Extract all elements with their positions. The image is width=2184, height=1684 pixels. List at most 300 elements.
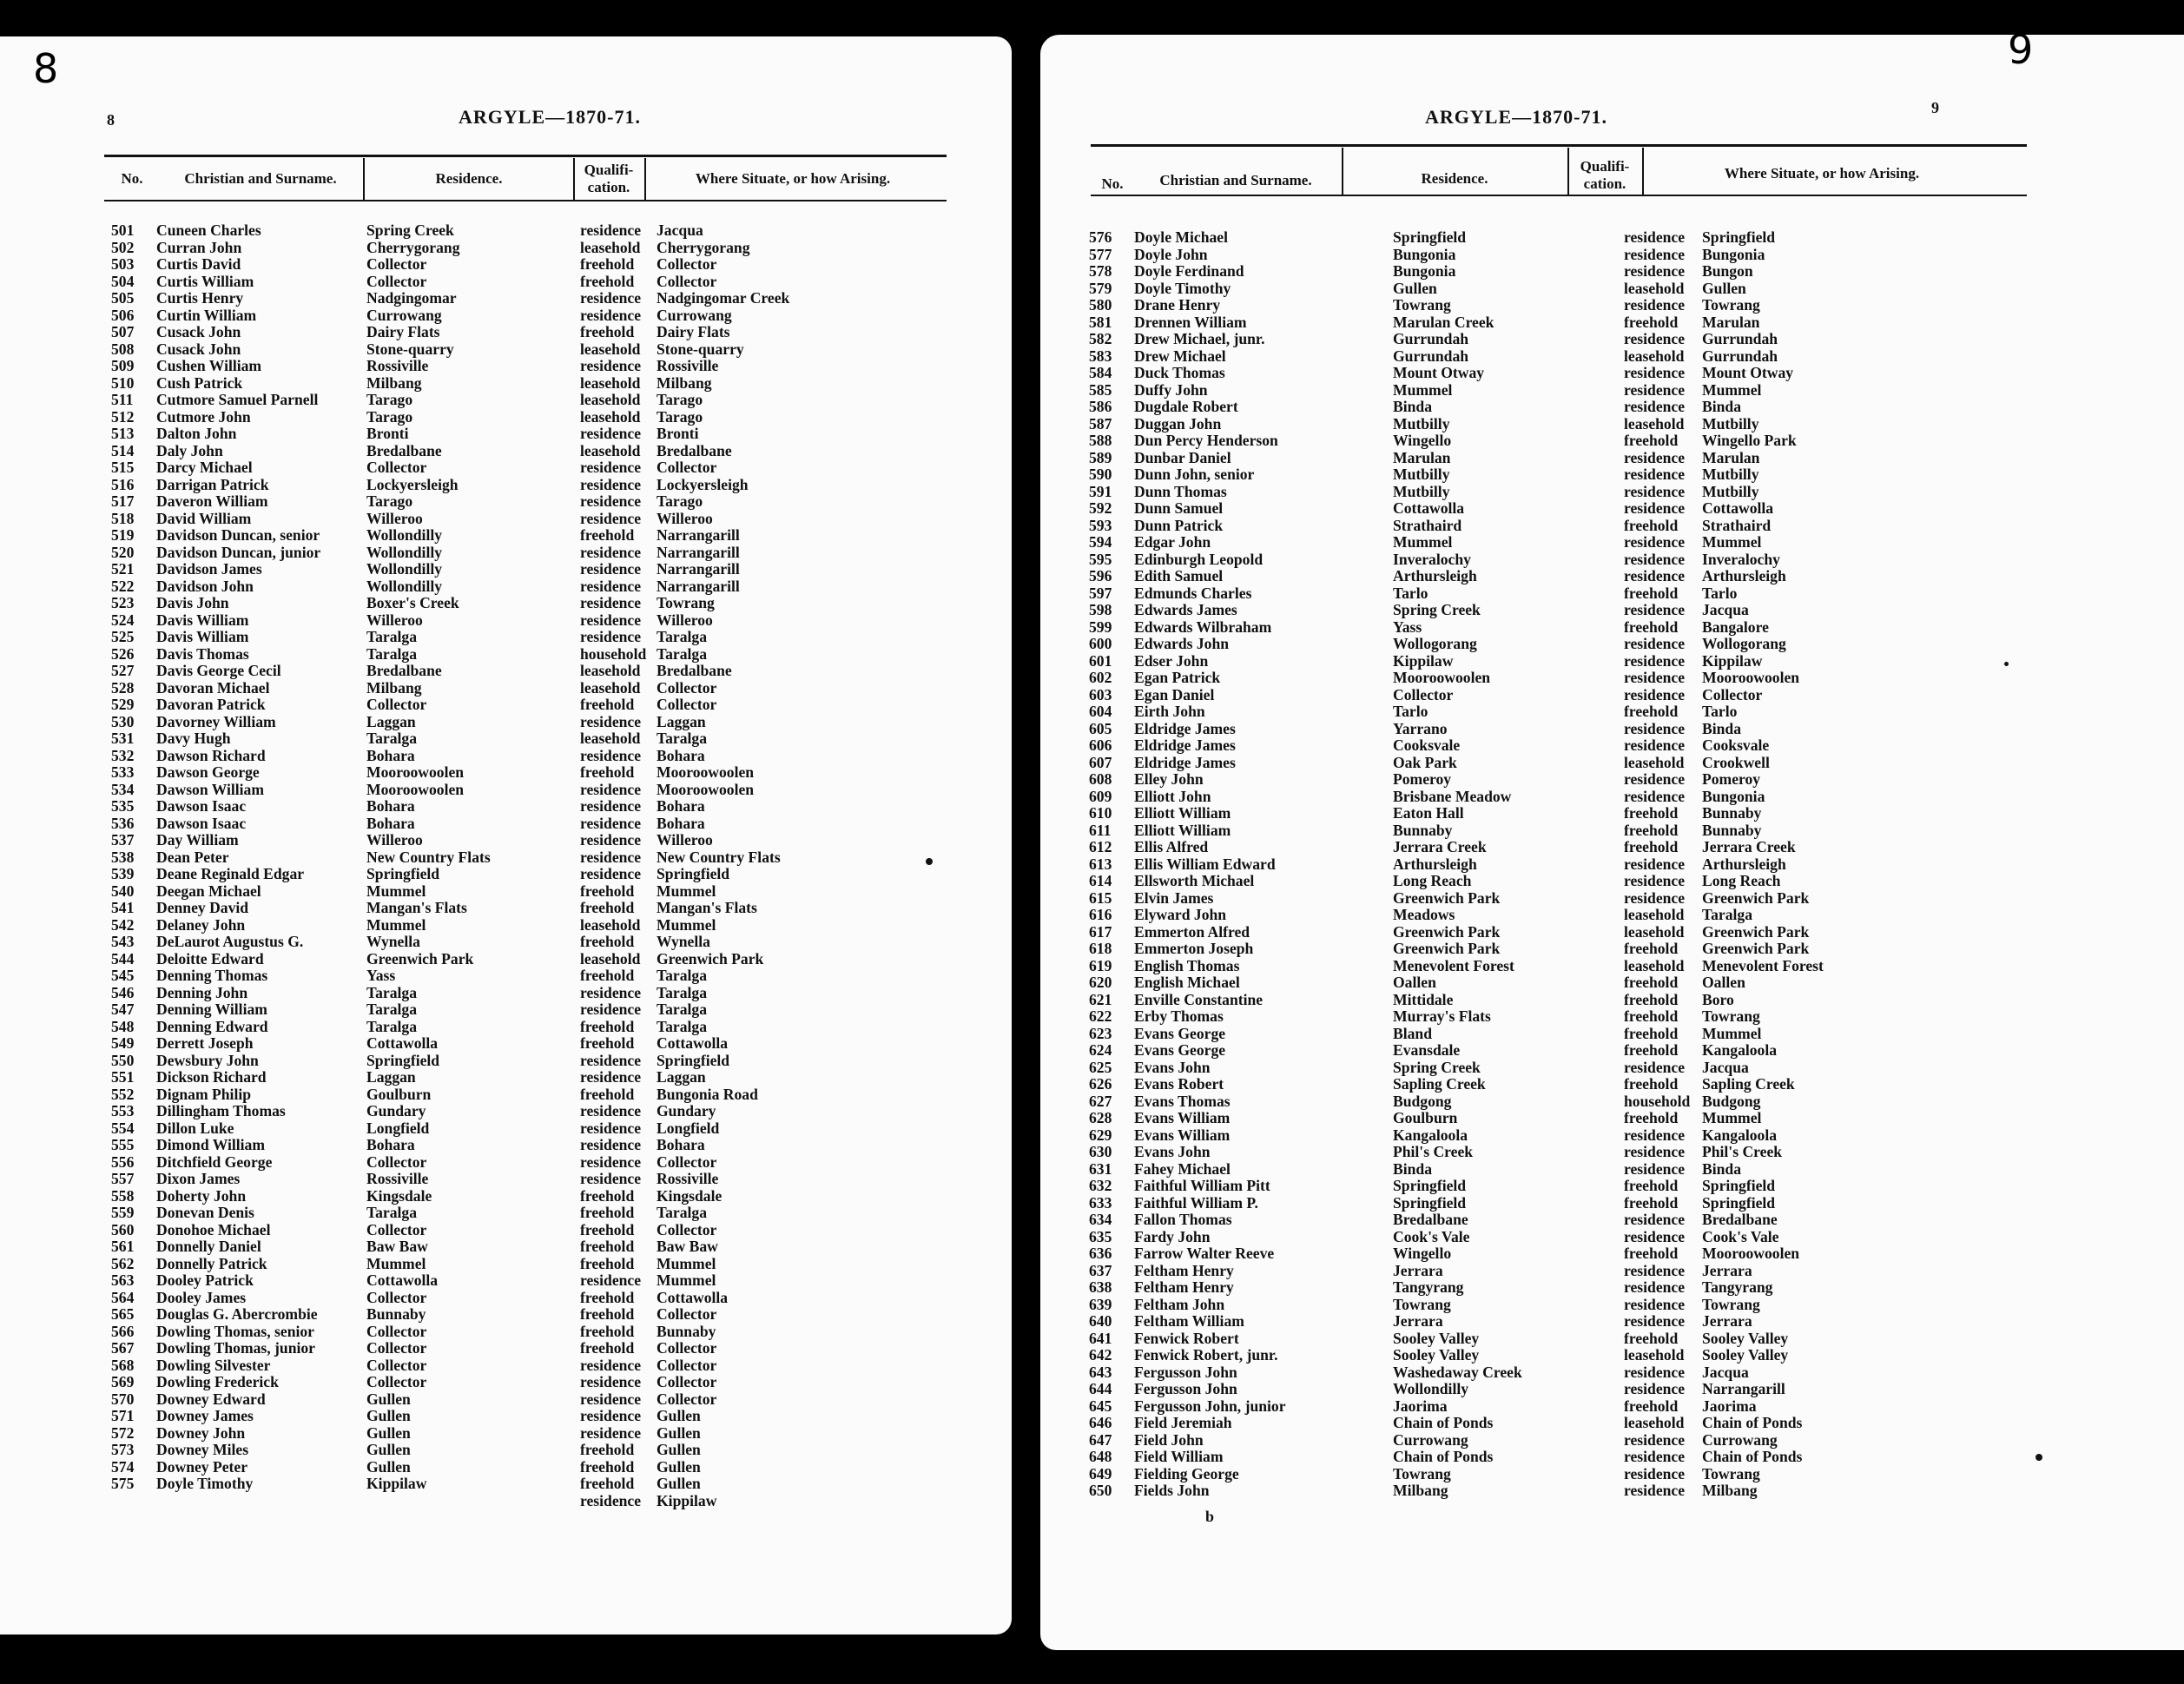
entry-number: 577: [1089, 245, 1112, 263]
table-row: [1089, 348, 2027, 366]
entry-residence: Springfield: [1393, 228, 1467, 246]
table-row: [1089, 1245, 2027, 1263]
table-row: [111, 883, 945, 901]
entry-qualification: leasehold: [580, 238, 641, 256]
entry-number: 514: [111, 441, 135, 459]
entry-residence: Phil's Creek: [1393, 1143, 1474, 1160]
entry-residence: Cooksvale: [1393, 736, 1461, 754]
entry-number: 519: [111, 526, 135, 544]
entry-residence: Kippilaw: [1393, 651, 1454, 670]
entry-number: 517: [111, 492, 135, 510]
entry-qualification: residence: [580, 1170, 642, 1187]
entry-where: Menevolent Forest: [1702, 956, 1824, 974]
table-row: [1089, 484, 2027, 501]
table-row: [1089, 636, 2027, 653]
entry-number: 569: [111, 1373, 135, 1390]
entry-name: Faithful William Pitt: [1134, 1177, 1270, 1194]
entry-name: Doherty John: [156, 1186, 247, 1205]
entry-residence: Currowang: [1393, 1430, 1468, 1449]
table-row: [1089, 687, 2027, 704]
entry-where: Taralga: [657, 730, 708, 747]
entry-name: Field John: [1134, 1430, 1204, 1449]
table-row: [1089, 737, 2027, 755]
table-row: [111, 1171, 945, 1188]
entry-residence: Greenwich Park: [1393, 940, 1501, 957]
table-row: [1089, 992, 2027, 1009]
entry-where: Tarago: [657, 391, 703, 408]
entry-number: 503: [111, 255, 135, 273]
entry-name: Dowling Thomas, junior: [156, 1339, 315, 1357]
top-rule: [104, 155, 947, 157]
entry-number: 589: [1089, 448, 1112, 466]
table-row: [1089, 229, 2027, 247]
entry-number: 637: [1089, 1261, 1112, 1279]
entry-where: Mummel: [657, 882, 716, 900]
entry-qualification: leasehold: [580, 407, 641, 426]
entry-number: 579: [1089, 279, 1112, 297]
entry-where: Narrangarill: [657, 526, 740, 544]
entry-name: Dooley Patrick: [156, 1271, 254, 1289]
entry-name: Eldridge James: [1134, 719, 1236, 737]
entry-where: Inveralochy: [1702, 550, 1780, 568]
entry-name: Feltham Henry: [1134, 1278, 1234, 1296]
entry-number: 607: [1089, 753, 1112, 771]
entry-residence: Eaton Hall: [1393, 804, 1464, 822]
entry-number: 515: [111, 459, 135, 476]
entry-name: Emmerton Alfred: [1134, 922, 1250, 941]
entry-residence: Collector: [366, 459, 427, 476]
entry-where: Taralga: [657, 1204, 708, 1221]
entry-residence: Mangan's Flats: [366, 899, 467, 916]
entry-number: 592: [1089, 499, 1112, 517]
entry-number: 561: [111, 1238, 135, 1255]
entry-where: Jacqua: [1702, 601, 1749, 618]
entry-name: Day William: [156, 831, 239, 849]
entry-name: Eldridge James: [1134, 736, 1236, 754]
entry-residence: Collector: [366, 696, 427, 713]
table-row: [111, 1103, 945, 1120]
entry-number: 603: [1089, 685, 1112, 703]
entry-name: Field William: [1134, 1448, 1224, 1465]
entry-where: Narrangarill: [1702, 1380, 1785, 1397]
entry-qualification: freehold: [580, 1475, 635, 1492]
entry-where: Kippilaw: [657, 1491, 717, 1509]
entry-name: Duggan John: [1134, 414, 1222, 433]
table-row: [1089, 1449, 2027, 1466]
entry-where: Tarlo: [1702, 584, 1738, 602]
entry-name: Edser John: [1134, 651, 1209, 670]
table-row: [111, 1493, 945, 1510]
entry-residence: Milbang: [1393, 1482, 1448, 1499]
entry-qualification: residence: [1624, 380, 1686, 399]
entry-where: Towrang: [1702, 1464, 1760, 1483]
entry-where: Willeroo: [657, 509, 713, 527]
entry-where: Wingello Park: [1702, 432, 1797, 449]
entry-where: Bungonia: [1702, 245, 1765, 263]
entry-residence: Bohara: [366, 746, 415, 764]
table-row: [111, 849, 945, 867]
entry-name: Dawson Richard: [156, 746, 266, 764]
entry-qualification: freehold: [580, 1339, 635, 1357]
entry-where: Bronti: [657, 425, 699, 442]
entry-residence: Taralga: [366, 983, 418, 1001]
entry-residence: Willeroo: [366, 509, 423, 527]
entry-residence: Mooroowoolen: [366, 780, 465, 798]
table-row: [111, 612, 945, 630]
entry-residence: Wynella: [366, 933, 420, 950]
entry-number: 582: [1089, 330, 1112, 347]
entry-residence: Evansdale: [1393, 1041, 1461, 1059]
table-row: [1089, 1398, 2027, 1416]
table-row: [1089, 534, 2027, 551]
entry-number: 537: [111, 831, 135, 849]
table-row: [111, 1442, 945, 1459]
entry-where: Marulan: [1702, 448, 1760, 466]
entry-where: Crookwell: [1702, 753, 1770, 771]
entry-residence: Gullen: [366, 1441, 411, 1458]
table-row: [1089, 1364, 2027, 1382]
entry-where: Narrangarill: [657, 543, 740, 561]
entry-number: 586: [1089, 398, 1112, 415]
entry-qualification: freehold: [580, 882, 635, 900]
entry-name: Dimond William: [156, 1136, 265, 1153]
entry-name: Elliott William: [1134, 821, 1231, 839]
entry-qualification: freehold: [1624, 1177, 1679, 1194]
column-divider: [1567, 148, 1569, 195]
entry-name: Doyle Michael: [1134, 228, 1228, 246]
entry-where: Sapling Creek: [1702, 1075, 1795, 1093]
entry-qualification: residence: [1624, 1482, 1686, 1499]
entry-residence: Bland: [1393, 1024, 1432, 1042]
entry-qualification: freehold: [1624, 703, 1679, 720]
entry-name: Cutmore John: [156, 407, 251, 426]
entry-residence: Baw Baw: [366, 1238, 428, 1255]
entry-name: Douglas G. Abercrombie: [156, 1305, 318, 1323]
entry-number: 528: [111, 678, 135, 697]
entry-number: 636: [1089, 1245, 1112, 1262]
entry-qualification: residence: [580, 594, 642, 611]
entry-number: 594: [1089, 533, 1112, 551]
entry-name: Dunn Thomas: [1134, 482, 1227, 500]
entry-residence: Bungonia: [1393, 245, 1456, 263]
entry-name: Evans George: [1134, 1041, 1226, 1059]
entry-where: Towrang: [1702, 1007, 1760, 1025]
entry-name: Dean Peter: [156, 848, 229, 866]
entry-name: Donnelly Daniel: [156, 1238, 261, 1255]
entry-qualification: leasehold: [1624, 1346, 1685, 1364]
entry-name: Dewsbury John: [156, 1051, 259, 1069]
entry-number: 524: [111, 611, 135, 629]
table-row: [111, 578, 945, 596]
entry-residence: Wollondilly: [366, 577, 443, 595]
entry-name: Feltham John: [1134, 1295, 1225, 1313]
entry-where: Towrang: [657, 594, 715, 611]
entry-residence: Gullen: [1393, 279, 1437, 297]
header-residence: Residence.: [1421, 170, 1488, 187]
entry-name: Davorney William: [156, 712, 276, 730]
entry-qualification: leasehold: [580, 373, 641, 392]
entry-number: 600: [1089, 635, 1112, 652]
entry-number: 536: [111, 814, 135, 832]
entry-number: 573: [111, 1441, 135, 1458]
table-row: [111, 1238, 945, 1256]
entry-residence: Cottawolla: [1393, 499, 1465, 517]
entry-residence: Collector: [366, 255, 427, 273]
entry-residence: Mutbilly: [1393, 466, 1450, 483]
entry-name: Edmunds Charles: [1134, 584, 1252, 602]
entry-where: Bredalbane: [1702, 1211, 1778, 1228]
corner-number: 8: [33, 45, 59, 92]
entry-name: Fenwick Robert: [1134, 1329, 1239, 1347]
entry-name: Evans Robert: [1134, 1075, 1224, 1093]
entry-where: Greenwich Park: [1702, 922, 1810, 941]
entry-number: 541: [111, 899, 135, 916]
entry-where: Binda: [1702, 1159, 1741, 1178]
table-row: [1089, 247, 2027, 264]
entry-where: Tarago: [657, 492, 703, 510]
entry-residence: Menevolent Forest: [1393, 956, 1514, 974]
entry-number: 570: [111, 1390, 135, 1408]
table-row: [111, 256, 945, 274]
entry-where: Tangyrang: [1702, 1278, 1773, 1296]
entry-residence: Oak Park: [1393, 753, 1457, 771]
entry-residence: Sapling Creek: [1393, 1075, 1486, 1093]
entry-qualification: leasehold: [580, 730, 641, 747]
entry-residence: Bungonia: [1393, 262, 1456, 280]
entry-qualification: residence: [580, 509, 642, 527]
ink-spot: [2036, 1454, 2042, 1461]
entry-qualification: residence: [1624, 1312, 1686, 1330]
entry-name: Evans John: [1134, 1143, 1211, 1160]
entry-residence: Nadgingomar: [366, 289, 457, 307]
entry-qualification: freehold: [580, 1322, 635, 1340]
table-row: [111, 1188, 945, 1205]
table-row: [1089, 1093, 2027, 1111]
entry-qualification: residence: [1624, 296, 1686, 314]
entry-name: Donohoe Michael: [156, 1220, 271, 1238]
entry-number: 642: [1089, 1346, 1112, 1364]
entry-number: 535: [111, 797, 135, 815]
entry-qualification: freehold: [580, 1034, 635, 1052]
entry-where: Mummel: [657, 1271, 716, 1289]
table-row: [111, 1408, 945, 1425]
entry-number: 562: [111, 1254, 135, 1272]
entry-residence: Long Reach: [1393, 872, 1472, 889]
entry-residence: Cook's Vale: [1393, 1227, 1470, 1245]
entry-qualification: leasehold: [580, 340, 641, 358]
entry-number: 502: [111, 238, 135, 256]
entry-where: Jaorima: [1702, 1397, 1757, 1415]
entry-residence: Brisbane Meadow: [1393, 787, 1512, 805]
entry-name: Fergusson John, junior: [1134, 1397, 1286, 1415]
entry-residence: Binda: [1393, 398, 1432, 415]
header-where: Where Situate, or how Arising.: [1724, 165, 1920, 182]
entry-number: 518: [111, 509, 135, 527]
table-row: [1089, 1076, 2027, 1093]
entry-number: 650: [1089, 1482, 1112, 1499]
entry-residence: Bredalbane: [1393, 1211, 1468, 1228]
entry-qualification: freehold: [580, 899, 635, 916]
entries-list: [1089, 229, 2027, 1500]
table-row: [1089, 1212, 2027, 1229]
entry-number: 619: [1089, 956, 1112, 974]
entry-residence: Dairy Flats: [366, 323, 440, 340]
table-row: [1089, 365, 2027, 382]
entry-where: Baw Baw: [657, 1238, 718, 1255]
entry-where: Collector: [657, 272, 717, 290]
entry-name: Downey Edward: [156, 1390, 266, 1408]
entry-residence: Mittidale: [1393, 990, 1454, 1008]
entry-number: 549: [111, 1034, 135, 1052]
entry-qualification: freehold: [580, 933, 635, 950]
entry-qualification: leasehold: [580, 391, 641, 408]
entry-where: Greenwich Park: [657, 949, 764, 967]
entry-residence: Spring Creek: [366, 221, 454, 239]
entry-number: 560: [111, 1220, 135, 1238]
entry-where: Kippilaw: [1702, 651, 1763, 670]
header-name: Christian and Surname.: [1159, 172, 1312, 188]
header-where: Where Situate, or how Arising.: [695, 170, 891, 187]
entry-where: Collector: [657, 255, 717, 273]
entry-where: Gullen: [1702, 279, 1746, 297]
entry-where: Gundary: [657, 1102, 716, 1119]
entry-qualification: residence: [1624, 1058, 1686, 1076]
entry-name: Dowling Thomas, senior: [156, 1322, 314, 1340]
entry-where: Jerrara: [1702, 1261, 1752, 1279]
entry-qualification: residence: [1624, 1363, 1686, 1381]
entry-where: Mummel: [1702, 380, 1762, 399]
table-row: [111, 527, 945, 545]
right-page: [1040, 35, 2184, 1650]
entry-where: Kingsdale: [657, 1186, 723, 1205]
entry-name: English Thomas: [1134, 956, 1240, 974]
entry-where: Gullen: [657, 1457, 701, 1476]
entry-residence: Greenwich Park: [366, 949, 474, 967]
entry-name: Edwards James: [1134, 601, 1237, 618]
entry-name: Fielding George: [1134, 1464, 1239, 1483]
entry-where: Binda: [1702, 398, 1741, 415]
entry-where: Milbang: [1702, 1482, 1758, 1499]
entry-qualification: freehold: [580, 1204, 635, 1221]
entry-number: 501: [111, 221, 135, 239]
entry-qualification: freehold: [1624, 1329, 1679, 1347]
entry-number: 639: [1089, 1295, 1112, 1313]
entry-residence: Jerrara Creek: [1393, 838, 1487, 855]
entry-name: Dignam Philip: [156, 1085, 252, 1103]
table-row: [111, 409, 945, 426]
table-row: [1089, 619, 2027, 637]
entry-qualification: residence: [1624, 1380, 1686, 1397]
table-row: [1089, 907, 2027, 924]
table-row: [111, 1374, 945, 1391]
entry-number: 640: [1089, 1312, 1112, 1330]
entry-qualification: residence: [1624, 533, 1686, 551]
entry-qualification: residence: [580, 1152, 642, 1171]
entry-residence: Springfield: [366, 1051, 440, 1069]
entry-name: Edwards Wilbraham: [1134, 617, 1272, 636]
entry-where: Towrang: [1702, 296, 1760, 314]
entry-residence: Meadows: [1393, 906, 1455, 923]
table-row: [1089, 1008, 2027, 1026]
entry-where: Jacqua: [657, 221, 703, 239]
entry-number: 583: [1089, 347, 1112, 365]
entry-qualification: freehold: [1624, 821, 1679, 839]
entry-qualification: residence: [580, 221, 642, 239]
entry-name: Davis William: [156, 628, 249, 645]
entry-residence: Wollondilly: [366, 543, 443, 561]
entry-where: Lockyersleigh: [657, 475, 749, 493]
table-row: [1089, 1026, 2027, 1043]
entry-residence: Yass: [366, 967, 396, 984]
entry-number: 521: [111, 560, 135, 578]
entry-qualification: freehold: [1624, 838, 1679, 855]
entry-where: Collector: [657, 678, 717, 697]
column-divider: [1342, 148, 1343, 195]
entry-qualification: leasehold: [1624, 956, 1685, 974]
entry-number: 588: [1089, 432, 1112, 449]
entry-where: Gurrundah: [1702, 347, 1778, 365]
entry-residence: Currowang: [366, 306, 442, 324]
header-name: Christian and Surname.: [184, 170, 337, 187]
entry-number: 627: [1089, 1092, 1112, 1110]
entry-qualification: leasehold: [1624, 414, 1685, 433]
entry-name: Duck Thomas: [1134, 364, 1225, 381]
entry-name: Fahey Michael: [1134, 1159, 1231, 1178]
entry-qualification: residence: [580, 1119, 642, 1137]
entry-where: Bunnaby: [657, 1322, 716, 1340]
entry-residence: Tarago: [366, 391, 413, 408]
entry-where: Budgong: [1702, 1092, 1761, 1110]
entry-name: Drew Michael, junr.: [1134, 330, 1265, 347]
table-row: [111, 967, 945, 985]
entry-qualification: residence: [1624, 669, 1686, 686]
entry-qualification: residence: [1624, 888, 1686, 907]
entry-name: Evans William: [1134, 1109, 1231, 1126]
entry-qualification: residence: [1624, 448, 1686, 466]
table-row: [1089, 1178, 2027, 1195]
table-row: [111, 1035, 945, 1053]
entry-name: Dickson Richard: [156, 1068, 267, 1086]
table-row: [1089, 1144, 2027, 1161]
entry-name: David William: [156, 509, 252, 527]
entry-where: Cooksvale: [1702, 736, 1770, 754]
entry-qualification: freehold: [580, 1441, 635, 1458]
table-row: [111, 477, 945, 494]
entry-name: Drane Henry: [1134, 296, 1221, 314]
entry-name: Elliott John: [1134, 787, 1211, 805]
entry-where: Taralga: [657, 967, 708, 984]
entry-number: 520: [111, 543, 135, 561]
table-row: [1089, 1483, 2027, 1500]
entry-qualification: freehold: [580, 1186, 635, 1205]
entry-number: 606: [1089, 736, 1112, 754]
entry-number: 580: [1089, 296, 1112, 314]
entry-name: Cutmore Samuel Parnell: [156, 391, 319, 408]
entry-residence: Gullen: [366, 1457, 411, 1476]
table-row: [1089, 433, 2027, 450]
entry-name: Dowling Silvester: [156, 1356, 271, 1374]
entry-where: Gullen: [657, 1423, 701, 1442]
entry-residence: Bohara: [366, 814, 415, 832]
entry-name: Duffy John: [1134, 380, 1208, 399]
entry-qualification: residence: [1624, 1159, 1686, 1178]
entry-residence: Tangyrang: [1393, 1278, 1464, 1296]
entry-residence: Gurrundah: [1393, 330, 1469, 347]
entry-where: Narrangarill: [657, 560, 740, 578]
entry-qualification: residence: [580, 1102, 642, 1119]
entry-number: 507: [111, 323, 135, 340]
entry-where: Sooley Valley: [1702, 1346, 1789, 1364]
